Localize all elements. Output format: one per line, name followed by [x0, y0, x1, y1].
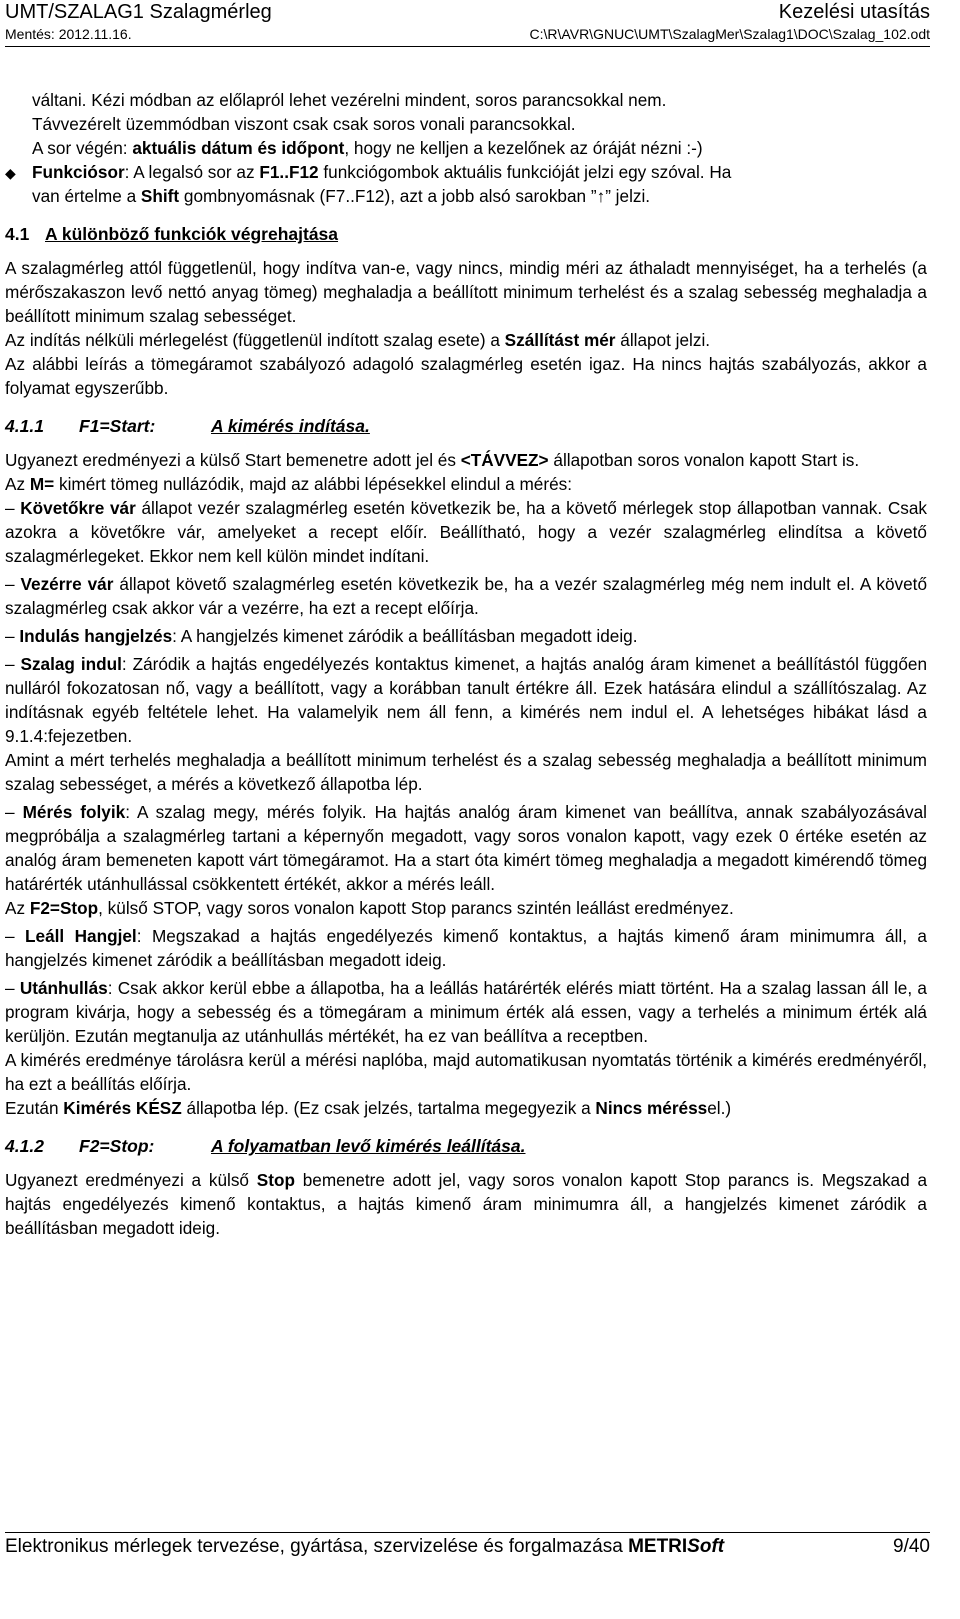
- header-rule: [5, 46, 930, 47]
- sec411-para-1: Ugyanezt eredményezi a külső Start bemenetre adott jel és <TÁVVEZ> állapotban soros vonalon kapott Start is.: [5, 450, 860, 470]
- intro-line-2: Távvezérelt üzemmódban viszont csak csak soros vonali parancsokkal.: [32, 114, 576, 134]
- doc-type: Kezelési utasítás: [778, 1, 930, 23]
- sec41-para-3: Az alábbi leírás a tömegáramot szabályozó adagoló szalagmérleg esetén igaz. Ha nincs hajtás szabályozás, akkor a folyamat egyszerűbb.: [5, 354, 927, 398]
- intro-line-1: váltani. Kézi módban az előlapról lehet vezérelni mindent, soros parancsokkal nem.: [32, 90, 667, 110]
- sec411-para-2: Az M= kimért tömeg nullázódik, majd az alábbi lépésekkel elindul a mérés:: [5, 474, 572, 494]
- step-utanhullas: – Utánhullás: Csak akkor kerül ebbe a állapotba, ha a leállás határérték elérés miatt történt. Ha a szalag lassan áll le, a program kivárja, hogy a sebesség és a tömegáram a minimum érték alá essen, vagy a terhelés a minimum érték alá kerüljön. Ezután megtanulja az utánhullás mértékét, ha ez van beállítva a receptben.: [5, 978, 927, 1046]
- step-kovetokre-var: – Követőkre vár állapot vezér szalagmérleg esetén következik be, ha a követő mérlegek stop állapotban vannak. Csak azokra a követőkre vár, amelyeket a recept előír. Beállítható, hogy a vezér szalagmérleg elindítsa a követő szalagmérlegeket. Ekkor nem kell külön mindet indítani.: [5, 498, 927, 566]
- sec411-para-4: Az F2=Stop, külső STOP, vagy soros vonalon kapott Stop parancs szintén leállást eredményez.: [5, 898, 734, 918]
- header-row-1: [5, 1, 930, 24]
- sec41-para-2: Az indítás nélküli mérlegelést (függetlenül indított szalag esete) a Szállítást mér állapot jelzi.: [5, 330, 711, 350]
- step-szalag-indul: – Szalag indul: Záródik a hajtás engedélyezés kontaktus kimenet, a hajtás analóg áram kimenet a beállítástól függően nulláról fokozatosan nő, vagy a beállított, vagy a korábban tanult értékre áll. Ezek hatására elindul a szállítószalag. Az indításnak egyéb feltétele lehet. Ha valamelyik nem áll fenn, a kimérés nem indul el. A lehetséges hibákat lásd a 9.1.4:fejezetben.: [5, 654, 927, 746]
- section-4-1-heading: 4.1 A különböző funkciók végrehajtása: [5, 224, 339, 244]
- step-indulas-hangjelzes: – Indulás hangjelzés: A hangjelzés kimenet záródik a beállításban megadott ideig.: [5, 626, 638, 646]
- sec411-para-5: A kimérés eredménye tárolásra kerül a mérési naplóba, majd automatikusan nyomtatás történik a kimérés eredményéről, ha ezt a beállítás előírja.: [5, 1050, 927, 1094]
- intro-line-3: A sor végén: aktuális dátum és időpont, hogy ne kelljen a kezelőnek az óráját nézni :-): [32, 138, 703, 158]
- section-4-1-2-heading: 4.1.2 F2=Stop: A folyamatban levő kimérés leállítása.: [5, 1136, 526, 1156]
- diamond-bullet-icon: ◆: [5, 165, 16, 181]
- page-footer: [5, 1532, 930, 1558]
- save-date: Mentés: 2012.11.16.: [5, 26, 132, 42]
- header-row-2: [5, 26, 930, 42]
- step-vezerre-var: – Vezérre vár állapot követő szalagmérleg esetén következik be, ha a vezér szalagmérleg még nem indult el. A követő szalagmérleg csak akkor vár a vezérre, ha ezt a recept előírja.: [5, 574, 928, 618]
- sec411-para-3: Amint a mért terhelés meghaladja a beállított minimum terhelést és a szalag sebesség meghaladja a beállított minimum szalag sebességet, a mérés a következő állapotba lép.: [5, 750, 927, 794]
- step-meres-folyik: – Mérés folyik: A szalag megy, mérés folyik. Ha hajtás analóg áram kimenet van beállítva, annak szabályozásával megpróbálja a szalagmérleg tartani a képernyőn megadott, vagy soros vonalon kapott, vagy ezek 0 értéke esetén az analóg áram bemeneten kapott várt tömegáramot. Ha a start óta kimért tömeg meghaladja a megadott kimérendő tömeg határérték utánhullással csökkentett értékét, akkor a mérés leáll.: [5, 802, 927, 894]
- bullet-funkciosor-cont: van értelme a Shift gombnyomásnak (F7..F12), azt a jobb alsó sarokban ”↑” jelzi.: [32, 186, 651, 206]
- page-body: [5, 88, 927, 1240]
- bullet-funkciosor: ◆ Funkciósor: A legalsó sor az F1..F12 funkciógombok aktuális funkcióját jelzi egy szóval. Ha: [5, 160, 927, 184]
- sec411-para-6: Ezután Kimérés KÉSZ állapotba lép. (Ez csak jelzés, tartalma megegyezik a Nincs méréssel.): [5, 1098, 732, 1118]
- section-4-1-1-heading: 4.1.1 F1=Start: A kimérés indítása.: [5, 416, 370, 436]
- doc-title: UMT/SZALAG1 Szalagmérleg: [5, 1, 272, 23]
- sec41-para-1: A szalagmérleg attól függetlenül, hogy indítva van-e, vagy nincs, mindig méri az áthaladt mennyiséget, ha a terhelés (a mérőszakaszon levő nettó anyag tömeg) meghaladja a beállított minimum terhelést és a szalag sebesség meghaladja a beállított minimum szalag sebességet.: [5, 258, 927, 326]
- sec412-para-1: Ugyanezt eredményezi a külső Stop bemenetre adott jel, vagy soros vonalon kapott Stop parancs is. Megszakad a hajtás engedélyezés kimenő kontaktus, a hajtás kimenő áram minimumra áll, a hangjelzés kimenet záródik a beállításban megadott ideig.: [5, 1170, 927, 1238]
- step-leall-hangjel: – Leáll Hangjel: Megszakad a hajtás engedélyezés kimenő kontaktus, a hajtás kimenő áram minimumra áll, a hangjelzés kimenet záródik a beállításban megadott ideig.: [5, 926, 927, 970]
- page-number: 9/40: [893, 1536, 930, 1557]
- shift-arrow-icon: ↑: [596, 186, 606, 206]
- file-path: C:\R\AVR\GNUC\UMT\SzalagMer\Szalag1\DOC\Szalag_102.odt: [529, 26, 930, 42]
- footer-text: Elektronikus mérlegek tervezése, gyártása, szervizelése és forgalmazása METRISoft: [5, 1536, 725, 1557]
